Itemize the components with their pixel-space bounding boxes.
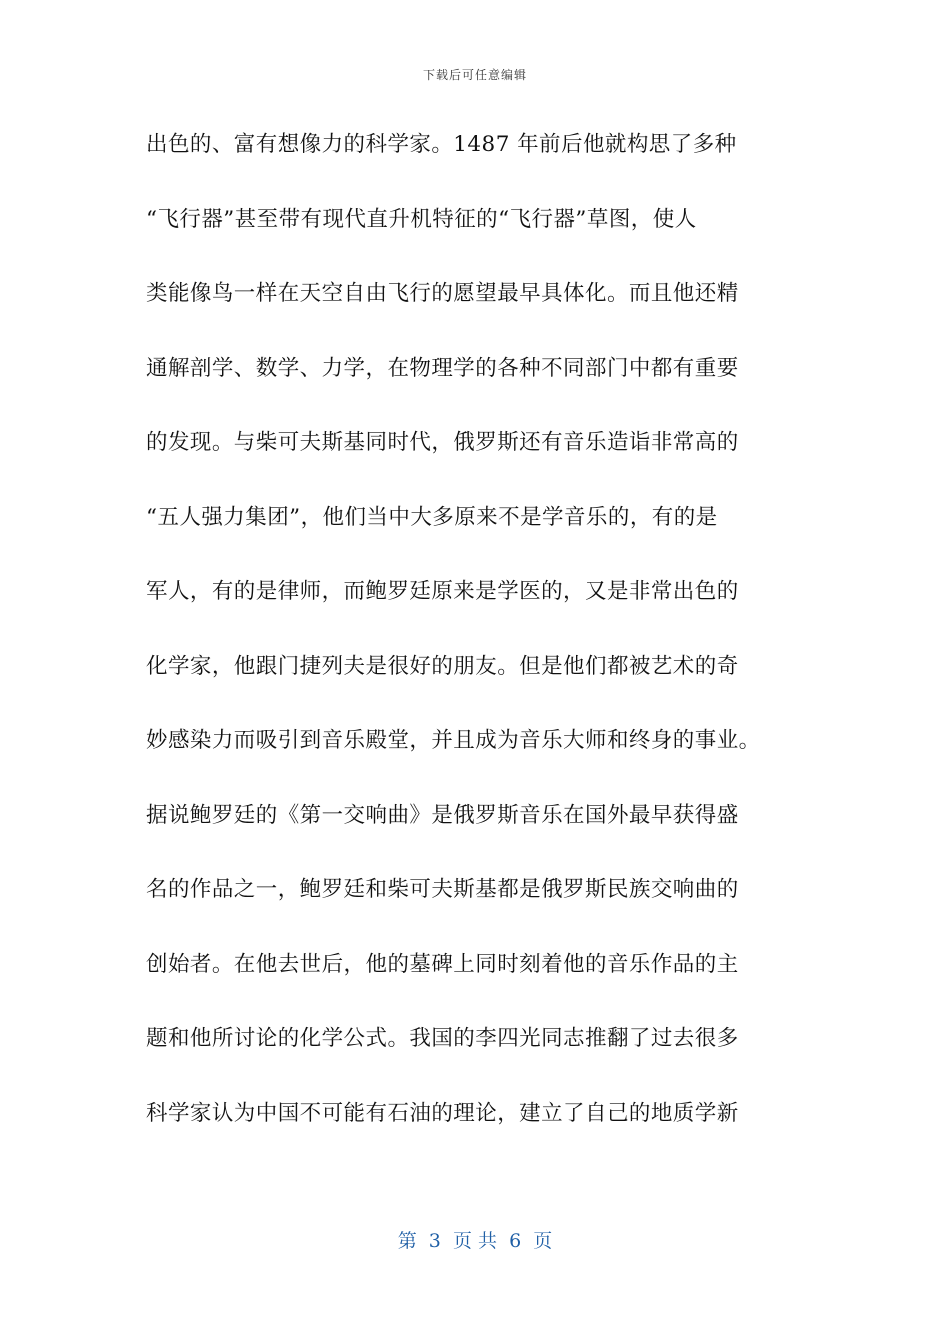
document-body	[146, 128, 806, 1171]
text-line: 化学家，他跟门捷列夫是很好的朋友。但是他们都被艺术的奇	[146, 653, 739, 679]
text-line: 名的作品之一，鲍罗廷和柴可夫斯基都是俄罗斯民族交响曲的	[146, 877, 739, 902]
text-line: “飞行器”甚至带有现代直升机特征的“飞行器”草图，使人	[146, 206, 697, 232]
text-line: 创始者。在他去世后，他的墓碑上同时刻着他的音乐作品的主	[146, 951, 739, 977]
text-line: 妙感染力而吸引到音乐殿堂，并且成为音乐大师和终身的事业。	[146, 728, 761, 753]
page-header: 下载后可任意编辑	[422, 68, 527, 82]
text-line: 的发现。与柴可夫斯基同时代，俄罗斯还有音乐造诣非常高的	[146, 430, 739, 455]
text-line: 通解剖学、数学、力学，在物理学的各种不同部门中都有重要	[146, 355, 739, 381]
text-line: 军人，有的是律师，而鲍罗廷原来是学医的，又是非常出色的	[146, 579, 739, 604]
text-line: 出色的、富有想像力的科学家。1487 年前后他就构思了多种	[146, 132, 737, 157]
text-line: 题和他所讨论的化学公式。我国的李四光同志推翻了过去很多	[146, 1026, 739, 1051]
text-line: “五人强力集团”，他们当中大多原来不是学音乐的，有的是	[146, 504, 718, 530]
text-line: 类能像鸟一样在天空自由飞行的愿望最早具体化。而且他还精	[146, 281, 739, 306]
text-line: 据说鲍罗廷的《第一交响曲》是俄罗斯音乐在国外最早获得盛	[146, 802, 739, 828]
text-line: 科学家认为中国不可能有石油的理论，建立了自己的地质学新	[146, 1100, 739, 1126]
page-number-footer: 第 3 页 共 6 页	[397, 1230, 553, 1252]
